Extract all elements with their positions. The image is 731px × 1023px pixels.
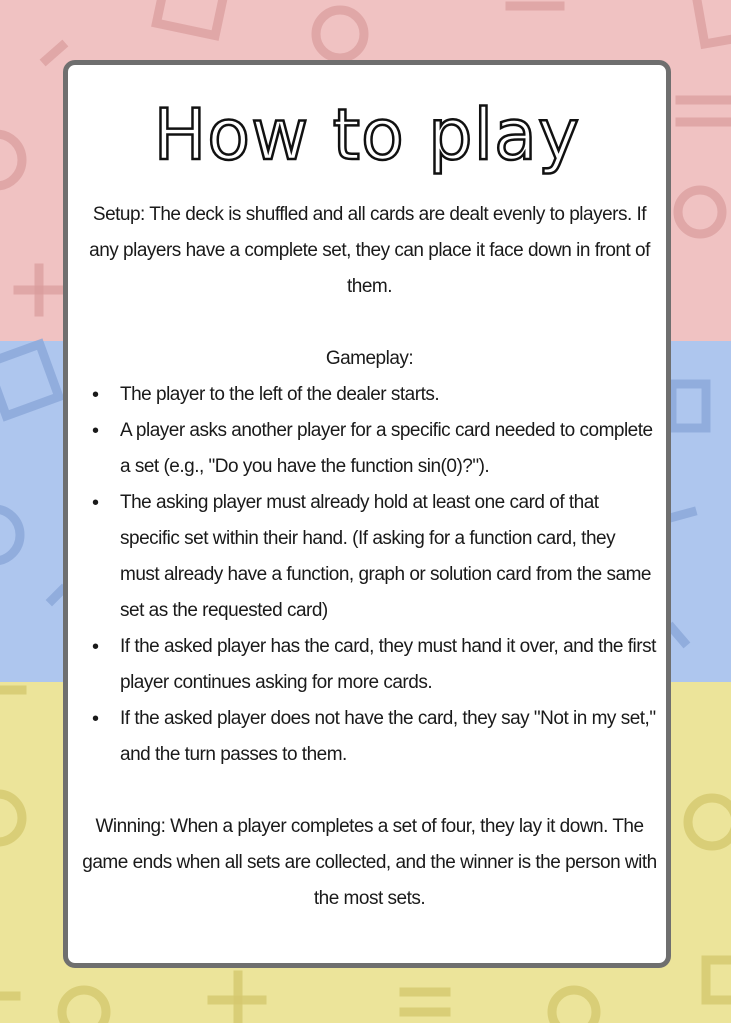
minus-shape	[672, 628, 684, 642]
spacer	[82, 305, 657, 341]
list-item: • The asking player must already hold at least one card of that specific set within their hand. (If asking for a function card, they must already have a function, graph or solution card from the same set as the requested card)	[120, 485, 657, 629]
square-shape	[672, 384, 706, 428]
page-title: How to play	[153, 94, 581, 176]
rules-card	[63, 60, 671, 968]
circle-shape	[678, 190, 722, 234]
square-shape	[156, 0, 227, 36]
circle-shape	[62, 990, 106, 1023]
circle-shape	[316, 10, 364, 58]
square-shape	[706, 960, 731, 1000]
list-item: • If the asked player does not have the card, they say "Not in my set," and the turn passes to them.	[120, 701, 657, 773]
circle-shape	[552, 990, 596, 1023]
plus-shape	[46, 46, 62, 60]
winning-paragraph: Winning: When a player completes a set of four, they lay it down. The game ends when all sets are collected, and the winner is the person with the most sets.	[82, 816, 657, 909]
list-item: • A player asks another player for a specific card needed to complete a set (e.g., "Do you have the function sin(0)?").	[120, 413, 657, 485]
circle-shape	[0, 794, 22, 842]
list-item: • The player to the left of the dealer starts.	[120, 377, 657, 413]
gameplay-heading: Gameplay:	[325, 348, 414, 369]
circle-shape	[0, 134, 22, 186]
circle-shape	[688, 798, 731, 846]
square-shape	[0, 344, 59, 416]
gameplay-rules-list	[82, 377, 657, 773]
rules-content	[82, 197, 657, 917]
setup-paragraph: Setup: The deck is shuffled and all cards are dealt evenly to players. If any players have a complete set, they can place it face down in front of them.	[89, 204, 650, 297]
minus-shape	[52, 590, 62, 600]
list-item: • If the asked player has the card, they must hand it over, and the first player continues asking for more cards.	[120, 629, 657, 701]
square-shape	[696, 0, 731, 44]
circle-shape	[0, 509, 20, 561]
spacer	[82, 773, 657, 809]
minus-shape	[670, 512, 692, 518]
